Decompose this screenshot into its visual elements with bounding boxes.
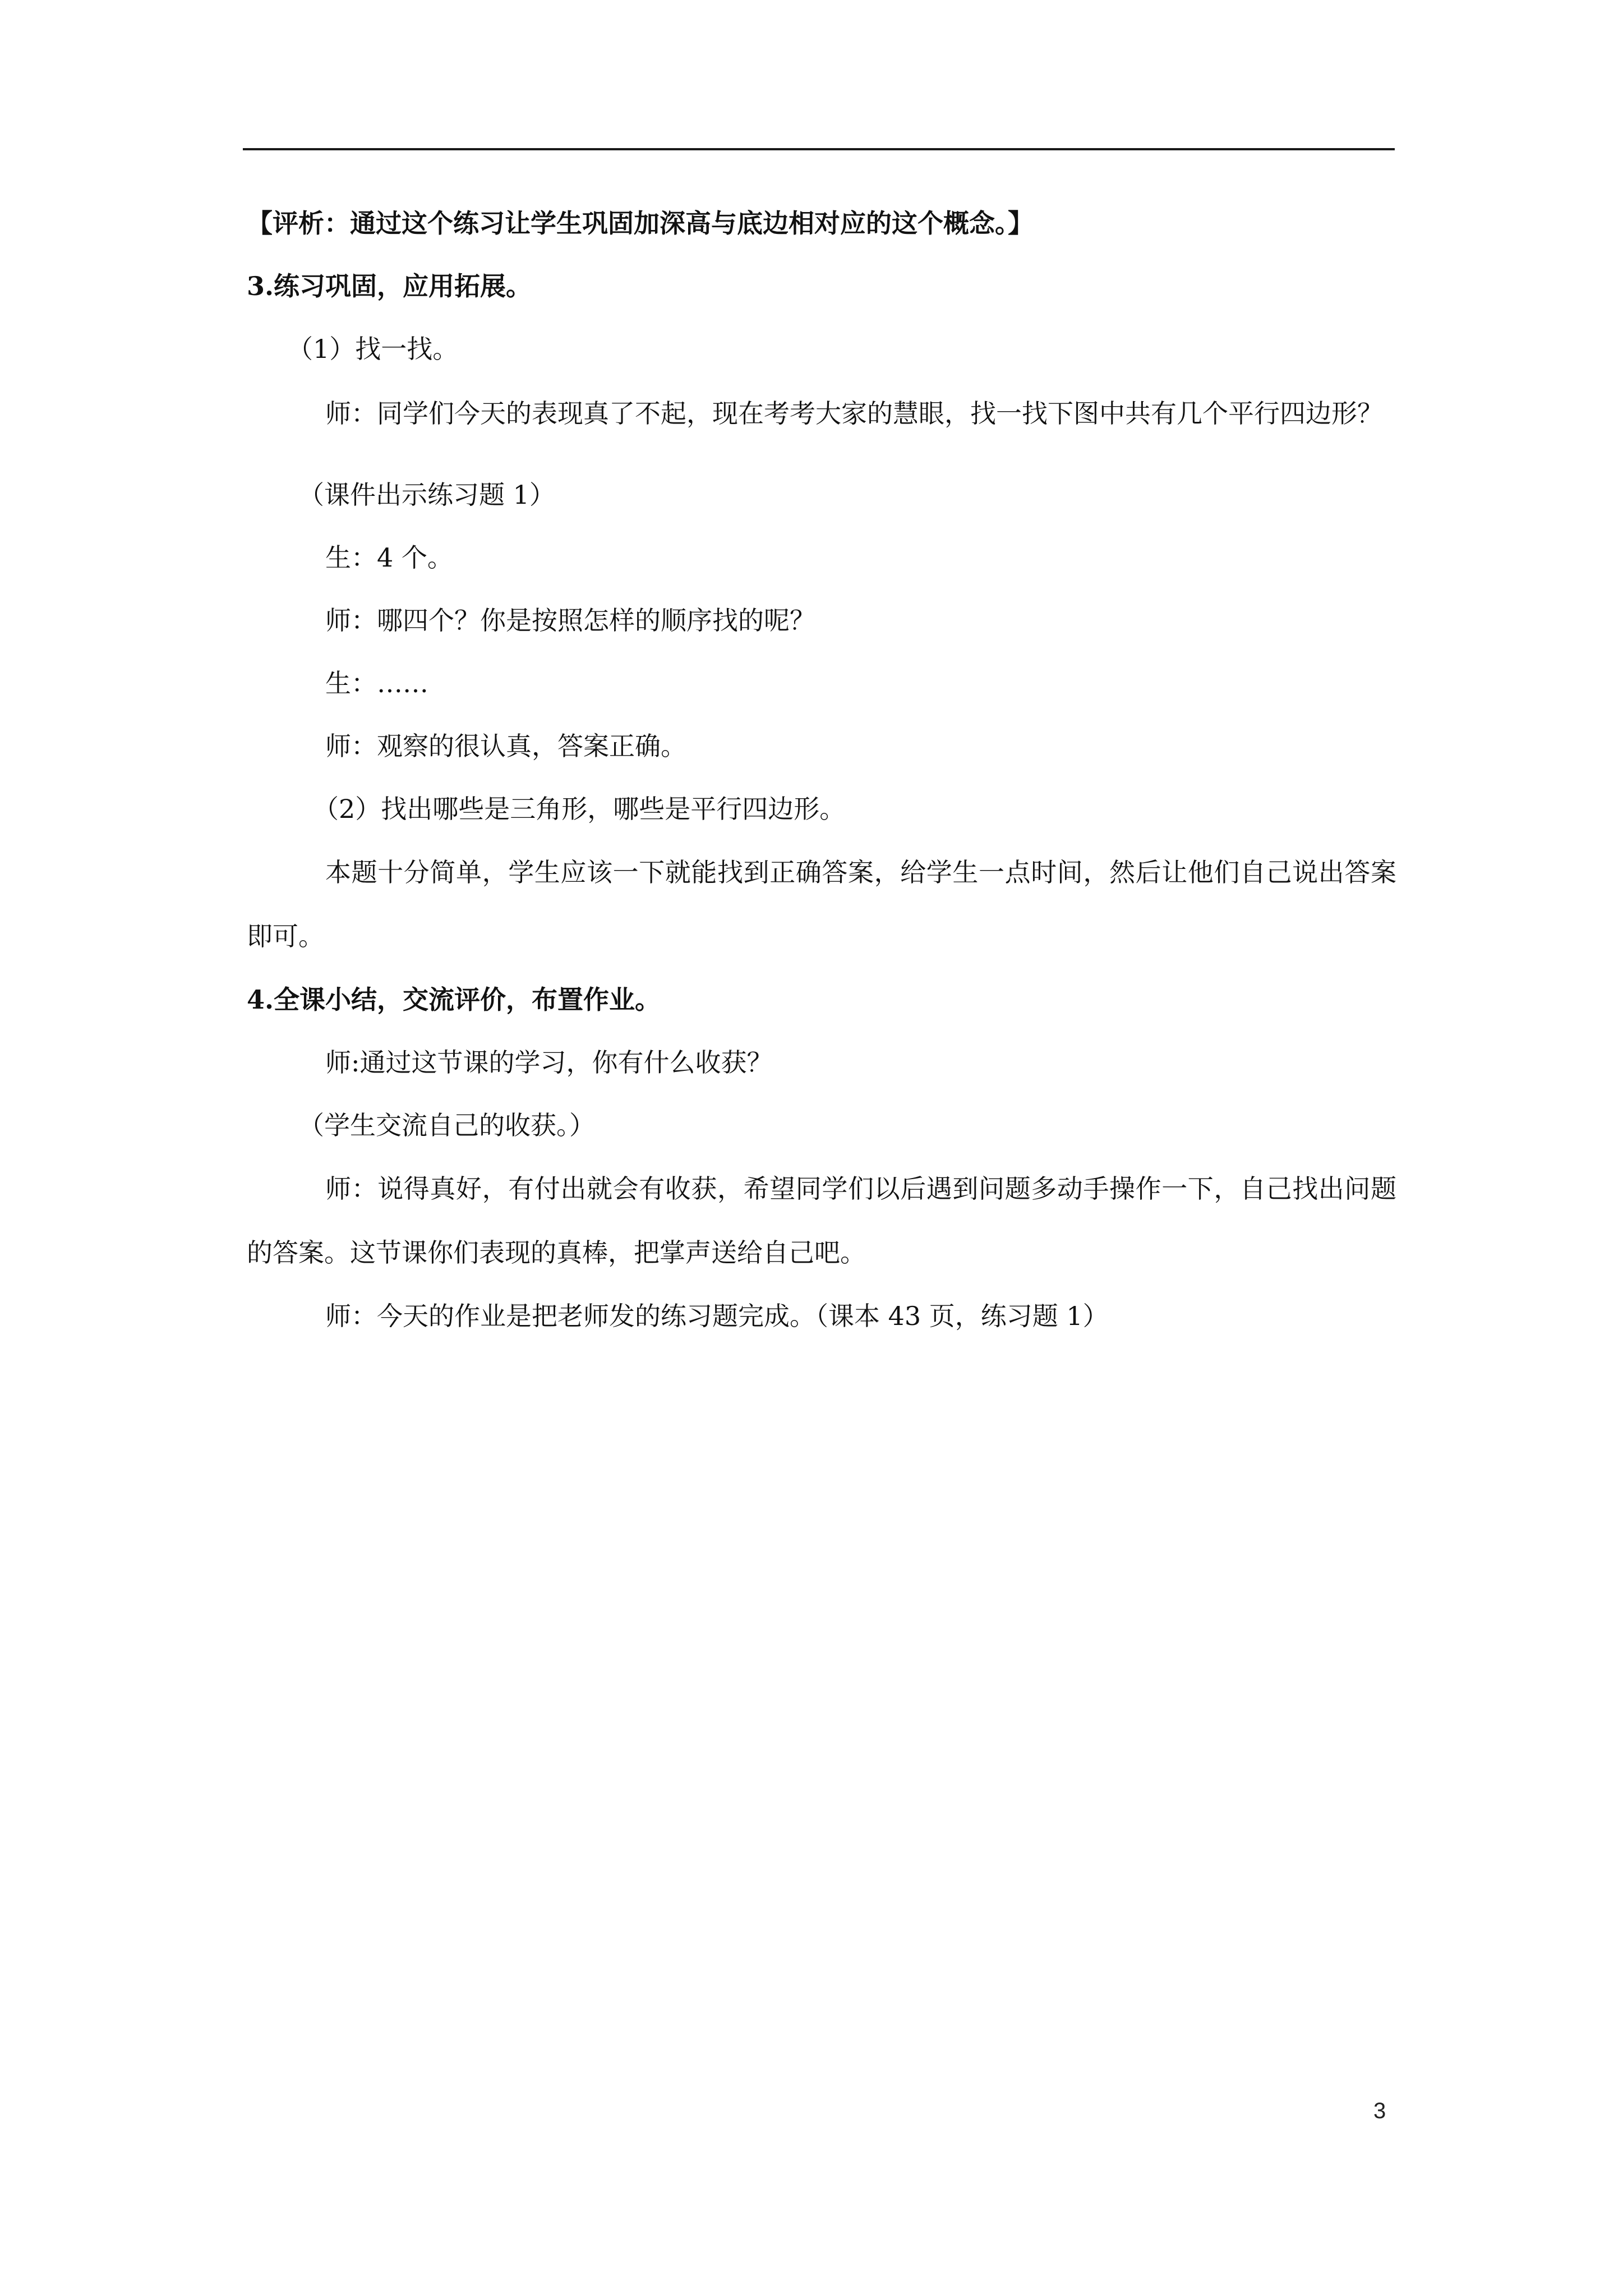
- courseware-note: （课件出示练习题 1）: [298, 480, 555, 510]
- page-number: 3: [1373, 2099, 1386, 2123]
- student-note: （学生交流自己的收获。）: [298, 1110, 595, 1140]
- section-4-heading: 4.全课小结，交流评价，布置作业。: [247, 984, 661, 1015]
- teacher-line-5: 师：说得真好，有付出就会有收获，希望同学们以后遇到问题多动手操作一下，自己找出问题的答案。这节课你们表现的真棒，把掌声送给自己吧。: [247, 1174, 1396, 1268]
- document-body: [247, 209, 1396, 1331]
- item-2-label: （2）找出哪些是三角形，哪些是平行四边形。: [313, 794, 846, 824]
- section-3-heading: 3.练习巩固，应用拓展。: [247, 271, 532, 301]
- item-1-label: （1）找一找。: [287, 334, 459, 364]
- teacher-line-4: 师:通过这节课的学习，你有什么收获？: [325, 1047, 773, 1078]
- teacher-line-1: 师：同学们今天的表现真了不起，现在考考大家的慧眼，找一找下图中共有几个平行四边形？: [325, 398, 1383, 429]
- teacher-line-3: 师：观察的很认真，答案正确。: [325, 731, 686, 761]
- student-line-1: 生：4 个。: [325, 542, 453, 573]
- header-rule: [243, 148, 1395, 150]
- analysis-comment: 【评析：通过这个练习让学生巩固加深高与底边相对应的这个概念。】: [247, 208, 1034, 238]
- student-line-2: 生：……: [325, 668, 428, 698]
- teacher-line-2: 师：哪四个？你是按照怎样的顺序找的呢？: [325, 605, 815, 636]
- explanation-paragraph: 本题十分简单，学生应该一下就能找到正确答案，给学生一点时间，然后让他们自己说出答案即可。: [247, 857, 1396, 951]
- teacher-line-6: 师：今天的作业是把老师发的练习题完成。（课本 43 页，练习题 1）: [325, 1301, 1109, 1331]
